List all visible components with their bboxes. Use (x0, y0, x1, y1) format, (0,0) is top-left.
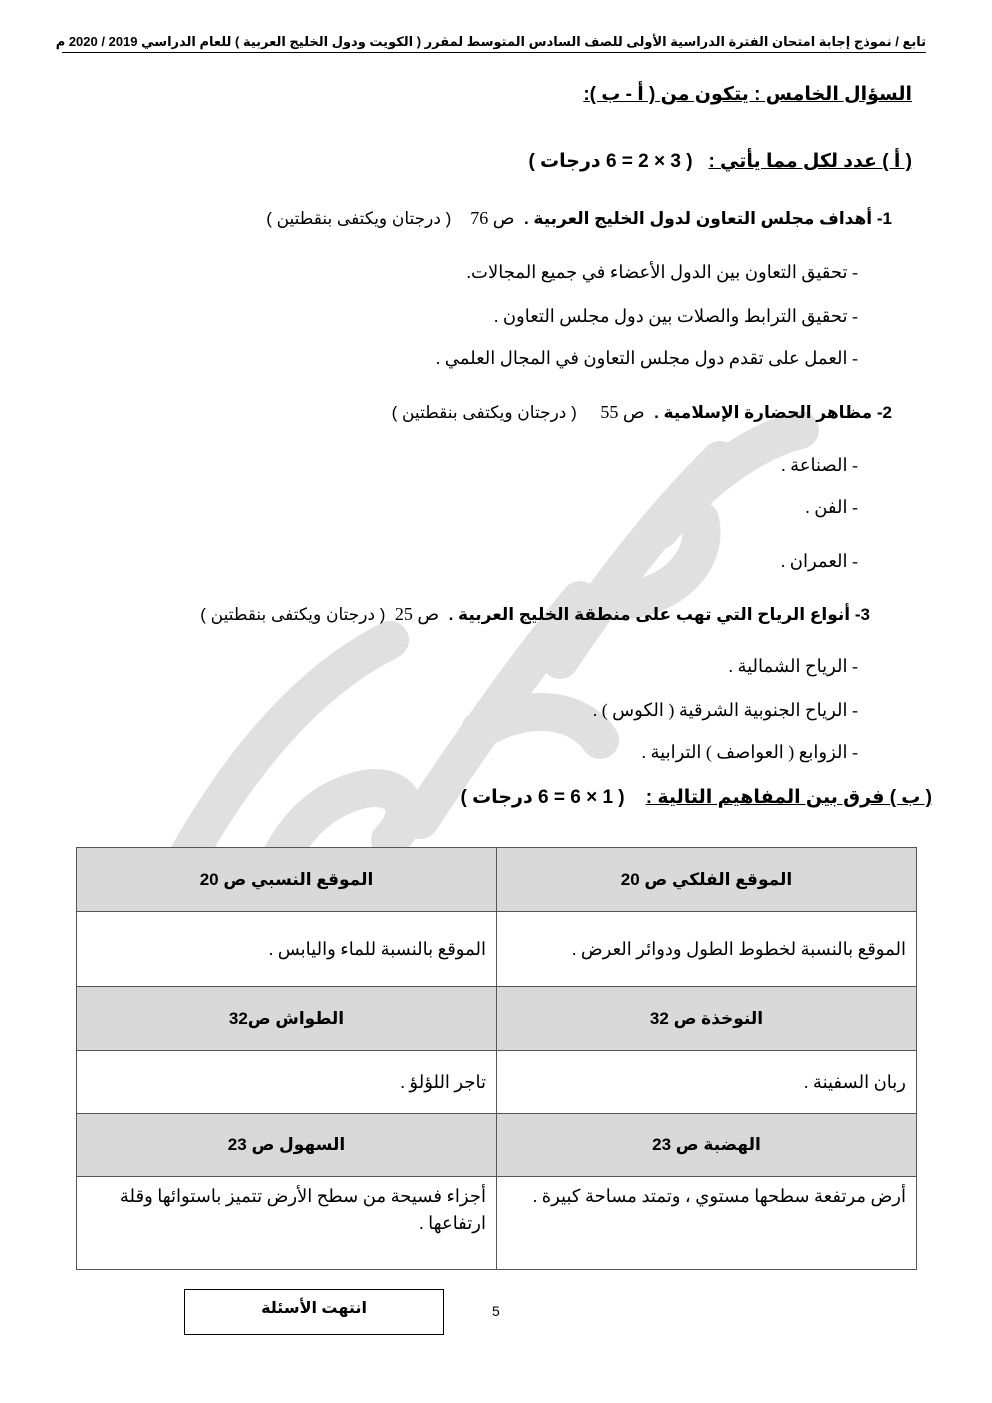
item-2-heading (392, 402, 892, 423)
answer-line: - الصناعة . (781, 455, 858, 475)
end-of-questions-box: انتهت الأسئلة (184, 1289, 444, 1335)
table-row (77, 987, 917, 1051)
answer-line: - الفن . (805, 497, 858, 517)
concept-definition: تاجر اللؤلؤ . (77, 1051, 497, 1114)
item-number: 2- (876, 403, 892, 422)
concept-heading: السهول ص 23 (77, 1114, 497, 1177)
item-number: 1- (876, 209, 892, 228)
item-title: أهداف مجلس التعاون لدول الخليج العربية . (523, 209, 873, 228)
item-3-heading (200, 604, 870, 625)
concept-heading: الطواش ص32 (77, 987, 497, 1051)
item-note: ( درجتان ويكتفى بنقطتين ) (266, 209, 452, 228)
part-a-heading (528, 150, 912, 173)
answer-line: - الزوابع ( العواصف ) الترابية . (641, 742, 858, 762)
item-page: ص 76 (470, 208, 515, 228)
item-number: 3- (854, 605, 870, 624)
answer-line: - تحقيق التعاون بين الدول الأعضاء في جميع المجالات. (466, 262, 858, 282)
answer-line: - تحقيق الترابط والصلات بين دول مجلس التعاون . (493, 306, 858, 326)
concept-definition: أجزاء فسيحة من سطح الأرض تتميز باستوائها وقلة ارتفاعها . (77, 1177, 497, 1270)
table-row (77, 912, 917, 987)
item-title: مظاهر الحضارة الإسلامية . (654, 403, 873, 422)
concept-heading: الموقع النسبي ص 20 (77, 848, 497, 912)
item-note: ( درجتان ويكتفى بنقطتين ) (200, 605, 386, 624)
item-page: ص 25 (394, 604, 440, 624)
table-row (77, 1114, 917, 1177)
concepts-table (76, 847, 917, 1270)
table-row (77, 1177, 917, 1270)
table-row (77, 1051, 917, 1114)
part-a-label: ( أ ) عدد لكل مما يأتي : (708, 151, 912, 172)
concept-definition: الموقع بالنسبة للماء واليابس . (77, 912, 497, 987)
item-1-heading (266, 208, 892, 229)
item-page: ص 55 (600, 402, 645, 422)
concept-definition: الموقع بالنسبة لخطوط الطول ودوائر العرض . (497, 912, 917, 987)
part-b-label: ( ب ) فرق بين المفاهيم التالية : (645, 787, 932, 808)
table-row (77, 848, 917, 912)
item-note: ( درجتان ويكتفى بنقطتين ) (391, 403, 577, 422)
item-title: أنواع الرياح التي تهب على منطقة الخليج العربية . (448, 605, 851, 624)
answer-line: - الرياح الشمالية . (728, 656, 858, 676)
concept-heading: النوخذة ص 32 (497, 987, 917, 1051)
concept-definition: ربان السفينة . (497, 1051, 917, 1114)
answer-line: - العمل على تقدم دول مجلس التعاون في المجال العلمي . (435, 348, 858, 368)
part-a-marks: ( 3 × 2 = 6 درجات ) (528, 151, 693, 172)
part-b-marks: ( 1 × 6 = 6 درجات ) (460, 787, 625, 808)
concept-heading: الهضبة ص 23 (497, 1114, 917, 1177)
question-title: السؤال الخامس : يتكون من ( أ - ب ): (583, 84, 912, 105)
page-header: تابع / نموذج إجابة امتحان الفترة الدراسية الأولى للصف السادس المتوسط لمقرر ( الكويت ودول الخليج العربية ) للعام الدراسي 2019 / 2020 م (62, 34, 926, 53)
concept-definition: أرض مرتفعة سطحها مستوي ، وتمتد مساحة كبيرة . (497, 1177, 917, 1270)
answer-line: - الرياح الجنوبية الشرقية ( الكوس ) . (592, 700, 858, 720)
part-b-heading (460, 786, 932, 809)
page-number: 5 (492, 1303, 500, 1319)
concept-heading: الموقع الفلكي ص 20 (497, 848, 917, 912)
answer-line: - العمران . (780, 551, 858, 571)
